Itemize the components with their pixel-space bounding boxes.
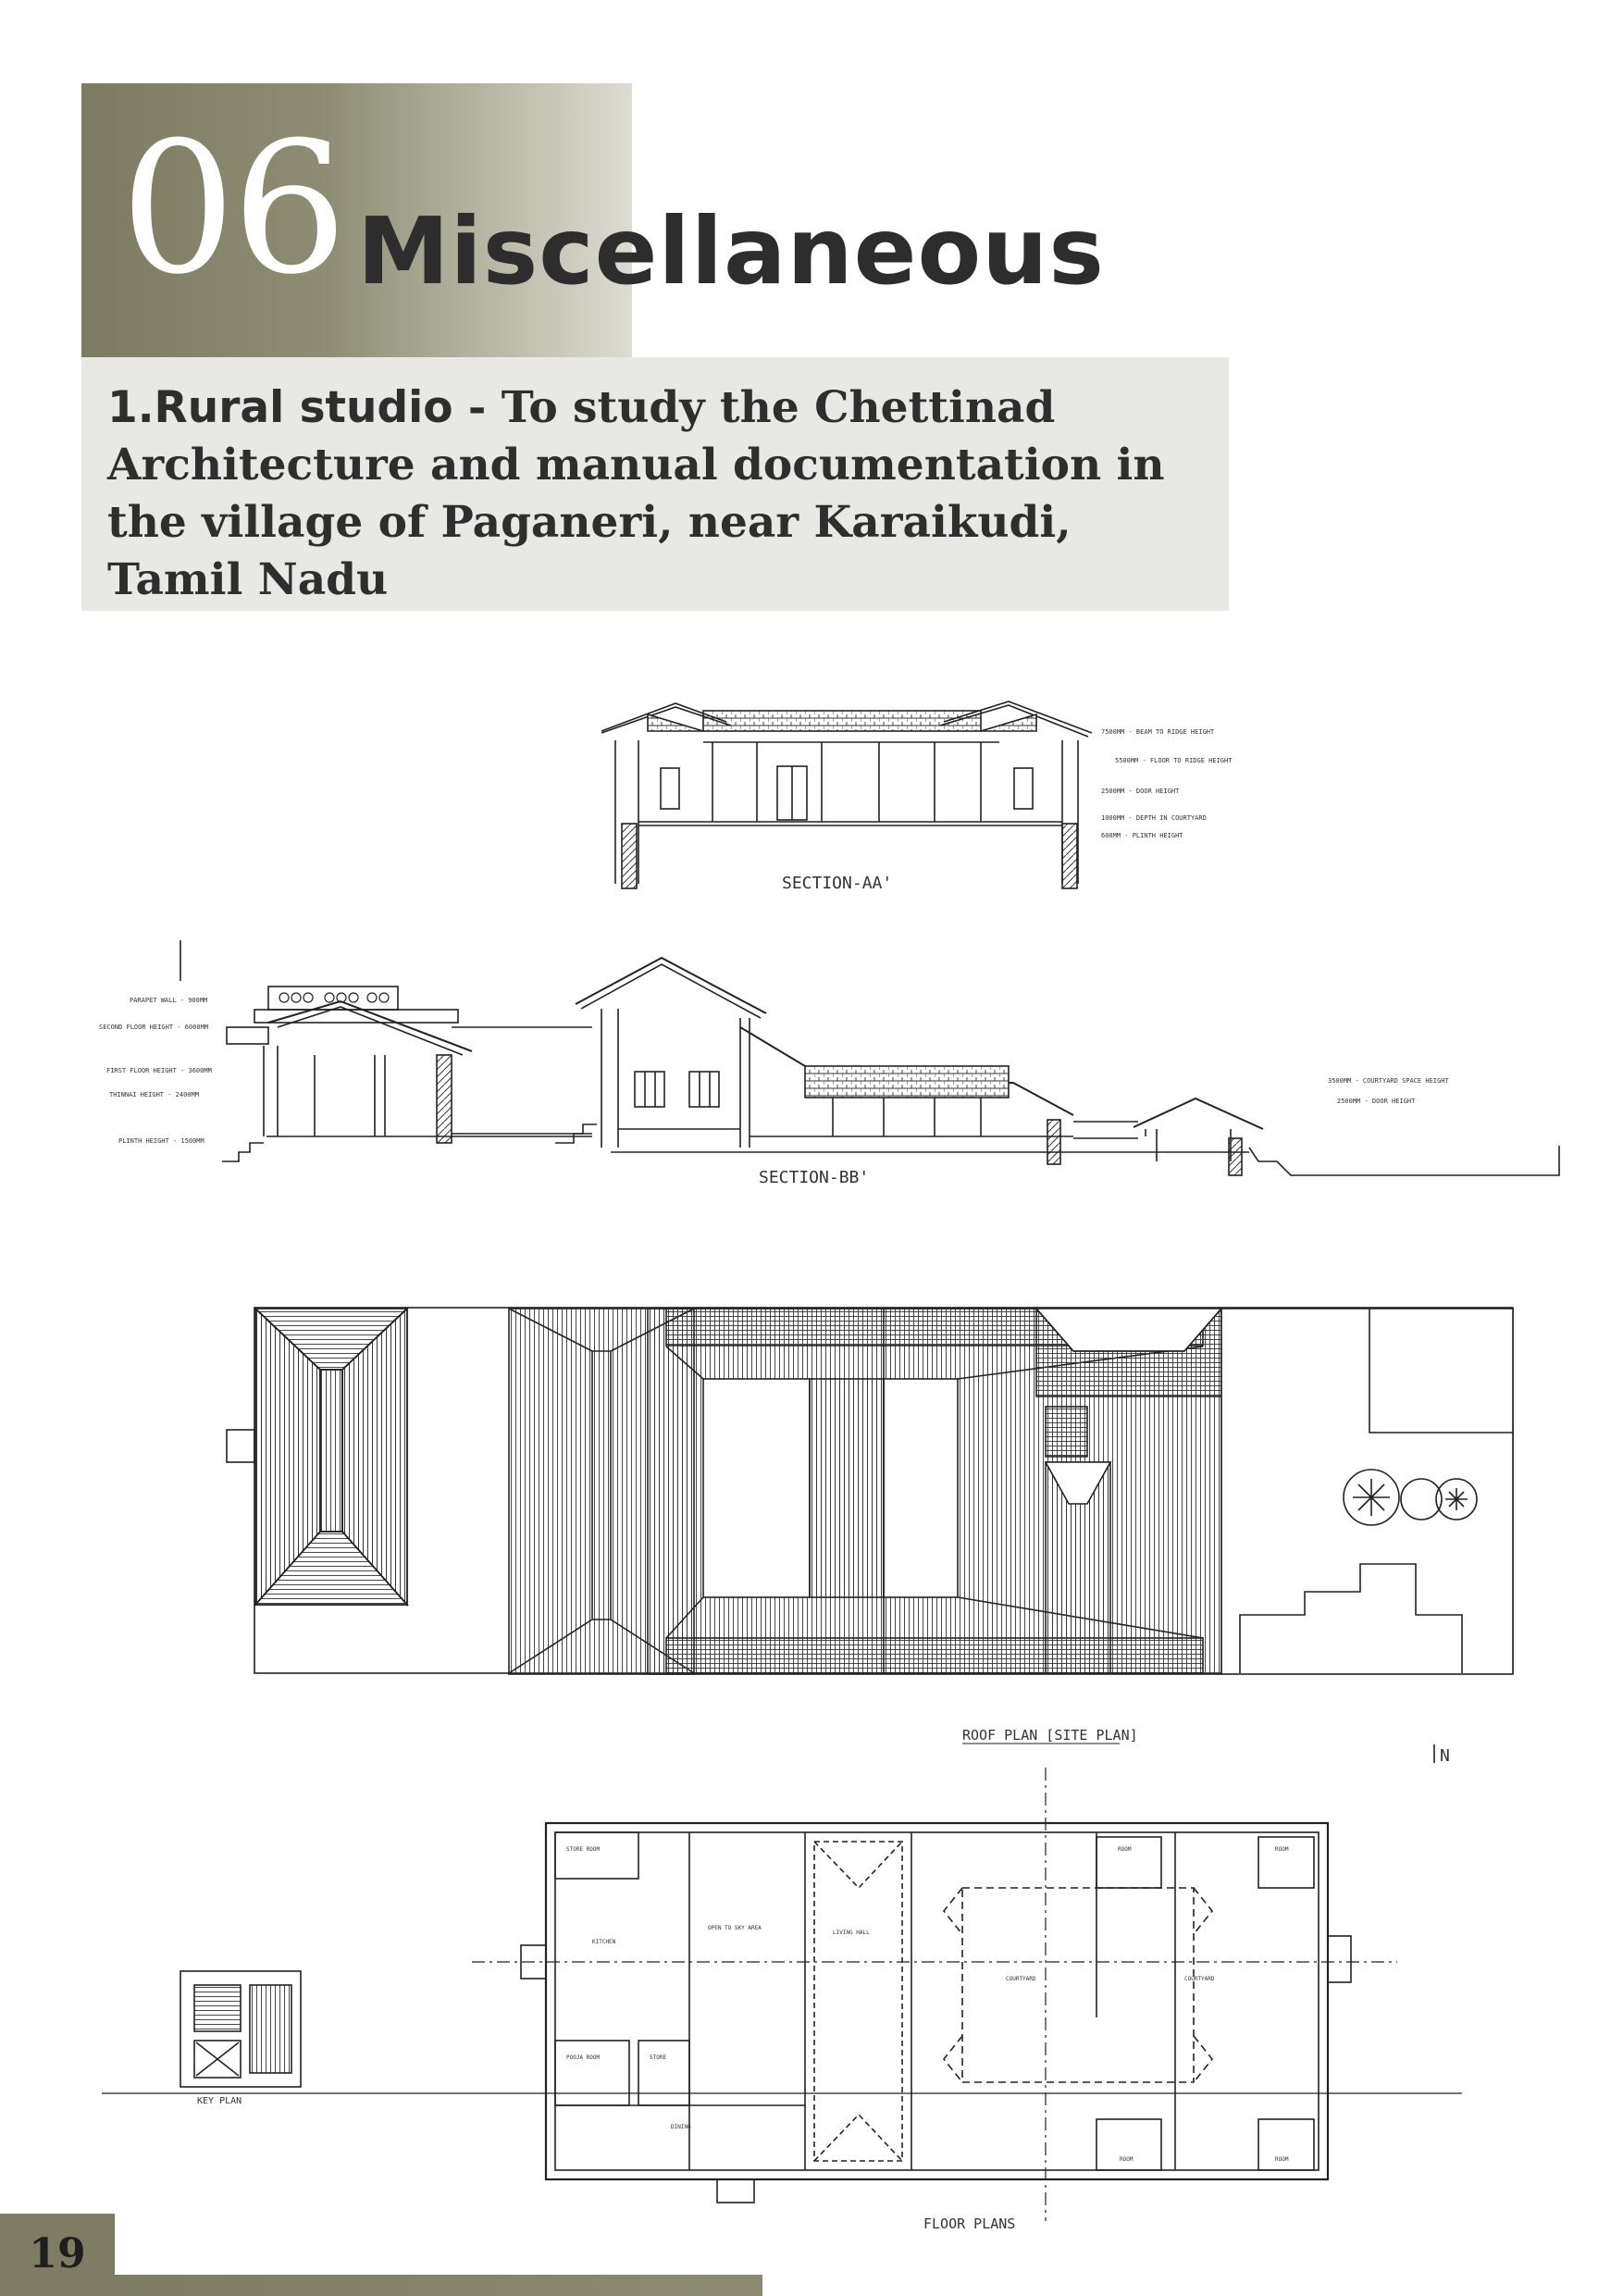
section-aa-drawing [601, 701, 1233, 893]
room-label: ROOM [1120, 2156, 1134, 2163]
section-bb-drawing [99, 940, 1559, 1187]
section-bb-note: 2500MM - DOOR HEIGHT [1337, 1098, 1416, 1105]
room-label: POOJA ROOM [566, 2054, 601, 2061]
room-label: LIVING HALL [833, 1930, 870, 1936]
room-label: DINING [671, 2124, 691, 2130]
section-aa-notes [1101, 728, 1233, 839]
section-aa-note: 7500MM - BEAM TO RIDGE HEIGHT [1101, 728, 1215, 736]
section-bb-note: SECOND FLOOR HEIGHT - 6000MM [99, 1024, 209, 1031]
roof-plan-title: ROOF PLAN [SITE PLAN] [962, 1727, 1138, 1744]
section-aa-note: 1000MM - DEPTH IN COURTYARD [1101, 814, 1207, 822]
section-aa-note: 2500MM - DOOR HEIGHT [1101, 788, 1180, 795]
roof-plan-drawing [227, 1308, 1513, 1766]
section-bb-right-notes [1328, 1077, 1449, 1105]
architectural-drawings [0, 648, 1623, 2240]
room-label: ROOM [1118, 1846, 1132, 1853]
room-label: STORE ROOM [566, 1846, 601, 1853]
page-number: 19 [29, 2230, 86, 2277]
section-bb-note: FIRST FLOOR HEIGHT - 3600MM [106, 1067, 212, 1074]
floor-plan-drawing [102, 1768, 1462, 2232]
room-label: OPEN TO SKY AREA [708, 1925, 762, 1931]
chapter-title: Miscellaneous [357, 197, 1105, 305]
floor-plan-room-labels [566, 1846, 1289, 2163]
project-separator: - [452, 382, 502, 433]
chapter-number: 06 [120, 104, 344, 315]
project-description [107, 379, 1218, 609]
section-aa-note: 600MM - PLINTH HEIGHT [1101, 832, 1183, 839]
project-description-text: To study the Chettinad Architecture and manual documentation in the village of Paganeri, near Karaikudi, Tamil Nadu [107, 382, 1165, 605]
key-plan-label: KEY PLAN [197, 2096, 242, 2106]
section-aa-title: SECTION-AA' [782, 874, 893, 893]
floor-plan-title: FLOOR PLANS [923, 2215, 1016, 2232]
room-label: COURTYARD [1006, 1976, 1036, 1982]
footer-bar [115, 2275, 762, 2296]
section-bb-note: PARAPET WALL - 900MM [130, 997, 208, 1004]
room-label: KITCHEN [592, 1939, 616, 1945]
north-arrow-label: N [1440, 1746, 1450, 1766]
room-label: STORE [650, 2054, 667, 2061]
room-label: ROOM [1275, 2156, 1289, 2163]
project-lead: 1.Rural studio [107, 382, 453, 433]
room-label: COURTYARD [1184, 1976, 1215, 1982]
section-bb-note: THINNAI HEIGHT - 2400MM [109, 1091, 199, 1098]
section-bb-title: SECTION-BB' [759, 1168, 870, 1187]
room-label: ROOM [1275, 1846, 1289, 1853]
section-aa-note: 5500MM - FLOOR TO RIDGE HEIGHT [1115, 757, 1233, 764]
section-bb-note: 3500MM - COURTYARD SPACE HEIGHT [1328, 1077, 1449, 1085]
section-bb-left-notes [99, 997, 212, 1145]
section-bb-note: PLINTH HEIGHT - 1500MM [118, 1137, 204, 1145]
